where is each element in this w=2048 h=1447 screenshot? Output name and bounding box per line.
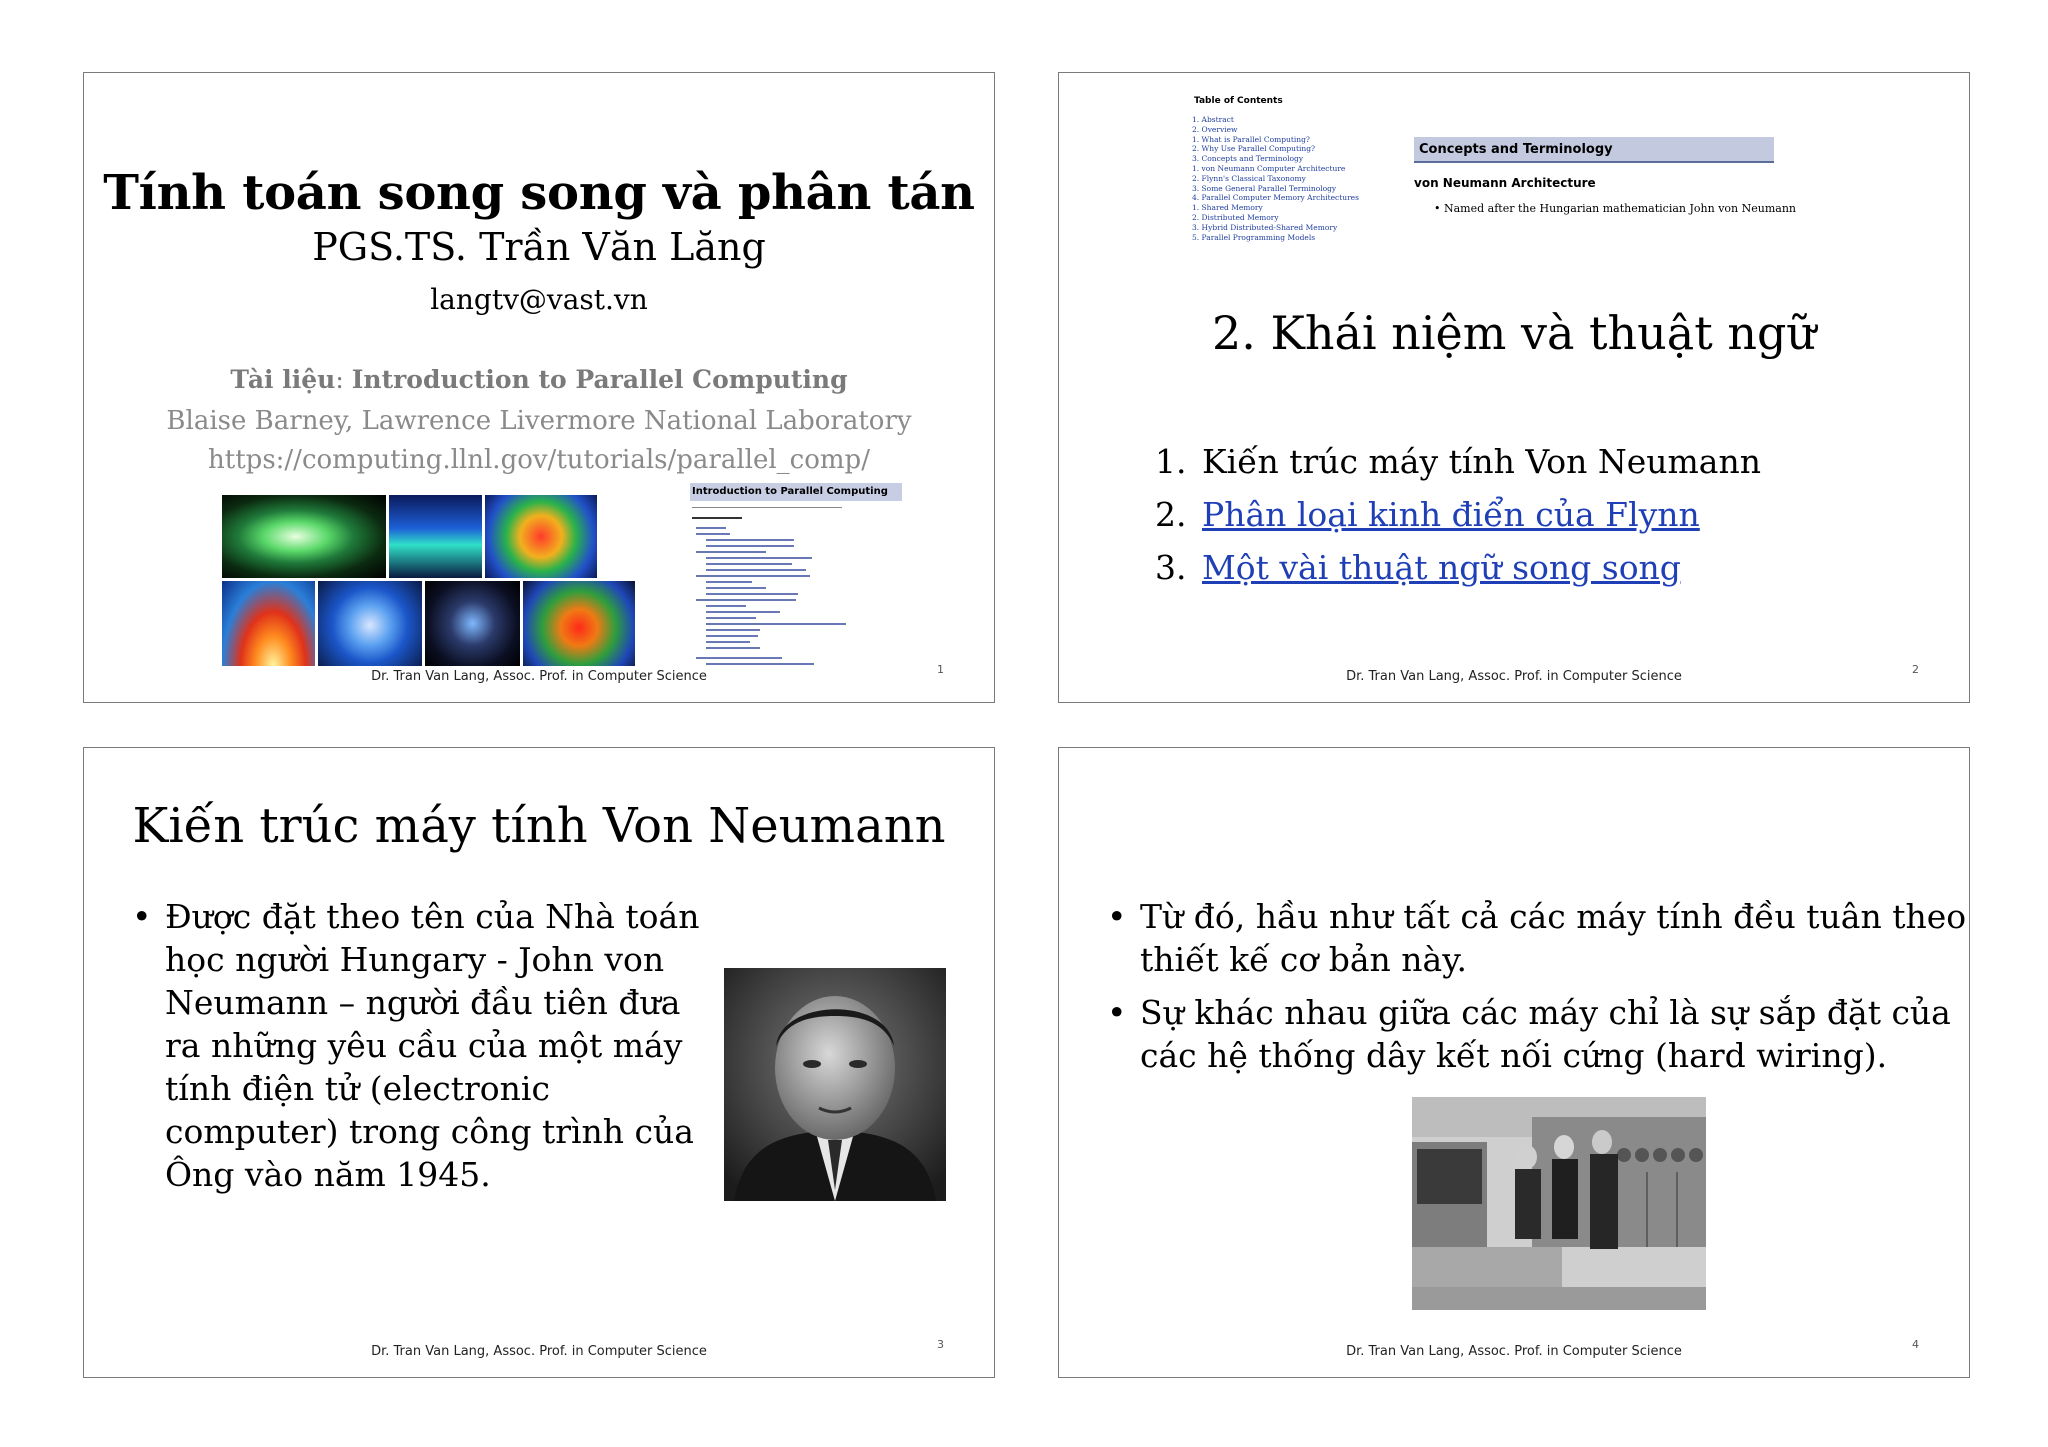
- toc-item: 1. Abstract: [1192, 115, 1234, 124]
- reference-colon: :: [335, 365, 352, 394]
- bullet-line: Neumann – người đầu tiên đưa: [165, 983, 681, 1022]
- list-item: 1. Kiến trúc máy tính Von Neumann: [1155, 442, 1761, 481]
- page-number: 4: [1912, 1338, 1919, 1351]
- slide-1: [83, 72, 995, 703]
- reference-label: Tài liệu: [230, 365, 336, 394]
- slide-2: [1058, 72, 1970, 703]
- topic-list: [1155, 435, 1761, 594]
- simulation-image-4: [222, 581, 315, 666]
- slide-footer: Dr. Tran Van Lang, Assoc. Prof. in Computer Science: [371, 1344, 707, 1359]
- list-item-text: Kiến trúc máy tính Von Neumann: [1202, 442, 1761, 481]
- toc-item: 4. Parallel Computer Memory Architectures: [1192, 193, 1359, 203]
- bullet-line: ra những yêu cầu của một máy: [165, 1026, 683, 1065]
- von-neumann-bullet: • Named after the Hungarian mathematician John von Neumann: [1434, 202, 1796, 215]
- toc-item: 1. What is Parallel Computing?: [1192, 134, 1310, 144]
- toc-item: 3. Hybrid Distributed-Shared Memory: [1192, 222, 1338, 232]
- john-von-neumann-photo: [724, 968, 946, 1201]
- simulation-image-7: [523, 581, 635, 666]
- bullet-mark: •: [1107, 993, 1127, 1032]
- bullet-line: Ông vào năm 1945.: [165, 1155, 491, 1194]
- bullet-line: thiết kế cơ bản này.: [1140, 940, 1467, 979]
- reference-book: Introduction to Parallel Computing: [351, 365, 848, 394]
- early-computer-photo: [1412, 1097, 1706, 1310]
- bullet-mark: •: [1107, 897, 1127, 936]
- parallel-terminology-link[interactable]: Một vài thuật ngữ song song: [1202, 548, 1681, 587]
- toc-item: 1. von Neumann Computer Architecture: [1192, 163, 1346, 173]
- slide-3: [83, 747, 995, 1378]
- bullet-line: học người Hungary - John von: [165, 940, 665, 979]
- toc-item: 1. Shared Memory: [1192, 203, 1263, 213]
- flynn-taxonomy-link[interactable]: Phân loại kinh điển của Flynn: [1202, 495, 1700, 534]
- simulation-image-6: [425, 581, 520, 666]
- toc-list: [1192, 115, 1382, 242]
- toc-item: 2. Flynn's Classical Taxonomy: [1192, 173, 1306, 183]
- reference-line: [84, 365, 994, 394]
- bullet-line: tính điện tử (electronic: [165, 1069, 550, 1108]
- reference-url: https://computing.llnl.gov/tutorials/parallel_comp/: [208, 445, 870, 475]
- toc-item: 3. Concepts and Terminology: [1192, 154, 1304, 164]
- simulation-image-3: [485, 495, 597, 578]
- slide-4: [1058, 747, 1970, 1378]
- simulation-image-1: [222, 495, 386, 578]
- toc-item: 2. Why Use Parallel Computing?: [1192, 144, 1316, 154]
- toc-title: Table of Contents: [1194, 96, 1283, 106]
- slide-footer: Dr. Tran Van Lang, Assoc. Prof. in Computer Science: [371, 669, 707, 684]
- bullet-line: các hệ thống dây kết nối cứng (hard wiring).: [1140, 1036, 1888, 1075]
- author-email: langtv@vast.vn: [430, 283, 648, 316]
- slide-title: Kiến trúc máy tính Von Neumann: [132, 798, 946, 854]
- reference-author: Blaise Barney, Lawrence Livermore National Laboratory: [166, 406, 912, 436]
- slide-title: Tính toán song song và phân tán: [103, 165, 975, 221]
- concepts-terminology-bar: Concepts and Terminology: [1414, 137, 1774, 163]
- list-item: 3. Một vài thuật ngữ song song: [1155, 548, 1681, 587]
- bullet-line: Sự khác nhau giữa các máy chỉ là sự sắp đặt của: [1140, 993, 1951, 1032]
- simulation-image-5: [318, 581, 422, 666]
- toc-item: 5. Parallel Programming Models: [1192, 232, 1316, 242]
- slide-footer: Dr. Tran Van Lang, Assoc. Prof. in Computer Science: [1346, 669, 1682, 684]
- von-neumann-heading: von Neumann Architecture: [1414, 176, 1596, 190]
- toc-item: 3. Some General Parallel Terminology: [1192, 183, 1337, 193]
- simulation-image-2: [389, 495, 482, 578]
- bullet-mark: •: [132, 897, 152, 936]
- slide-footer: Dr. Tran Van Lang, Assoc. Prof. in Computer Science: [1346, 1344, 1682, 1359]
- toc-item: 2. Overview: [1192, 124, 1238, 134]
- reference-page-thumbnail: [690, 483, 904, 683]
- page-number: 2: [1912, 663, 1919, 676]
- author-name: PGS.TS. Trần Văn Lăng: [312, 225, 766, 269]
- page-number: 3: [937, 1338, 944, 1351]
- toc-item: 2. Distributed Memory: [1192, 212, 1279, 222]
- bullet-line: computer) trong công trình của: [165, 1112, 694, 1151]
- bullet-line: Từ đó, hầu như tất cả các máy tính đều tuân theo: [1140, 897, 1967, 936]
- thumbnail-header: Introduction to Parallel Computing: [690, 483, 902, 501]
- slide-title: 2. Khái niệm và thuật ngữ: [1211, 306, 1817, 360]
- list-item: 2. Phân loại kinh điển của Flynn: [1155, 495, 1700, 534]
- page-number: 1: [937, 663, 944, 676]
- bullet-line: Được đặt theo tên của Nhà toán: [165, 897, 700, 936]
